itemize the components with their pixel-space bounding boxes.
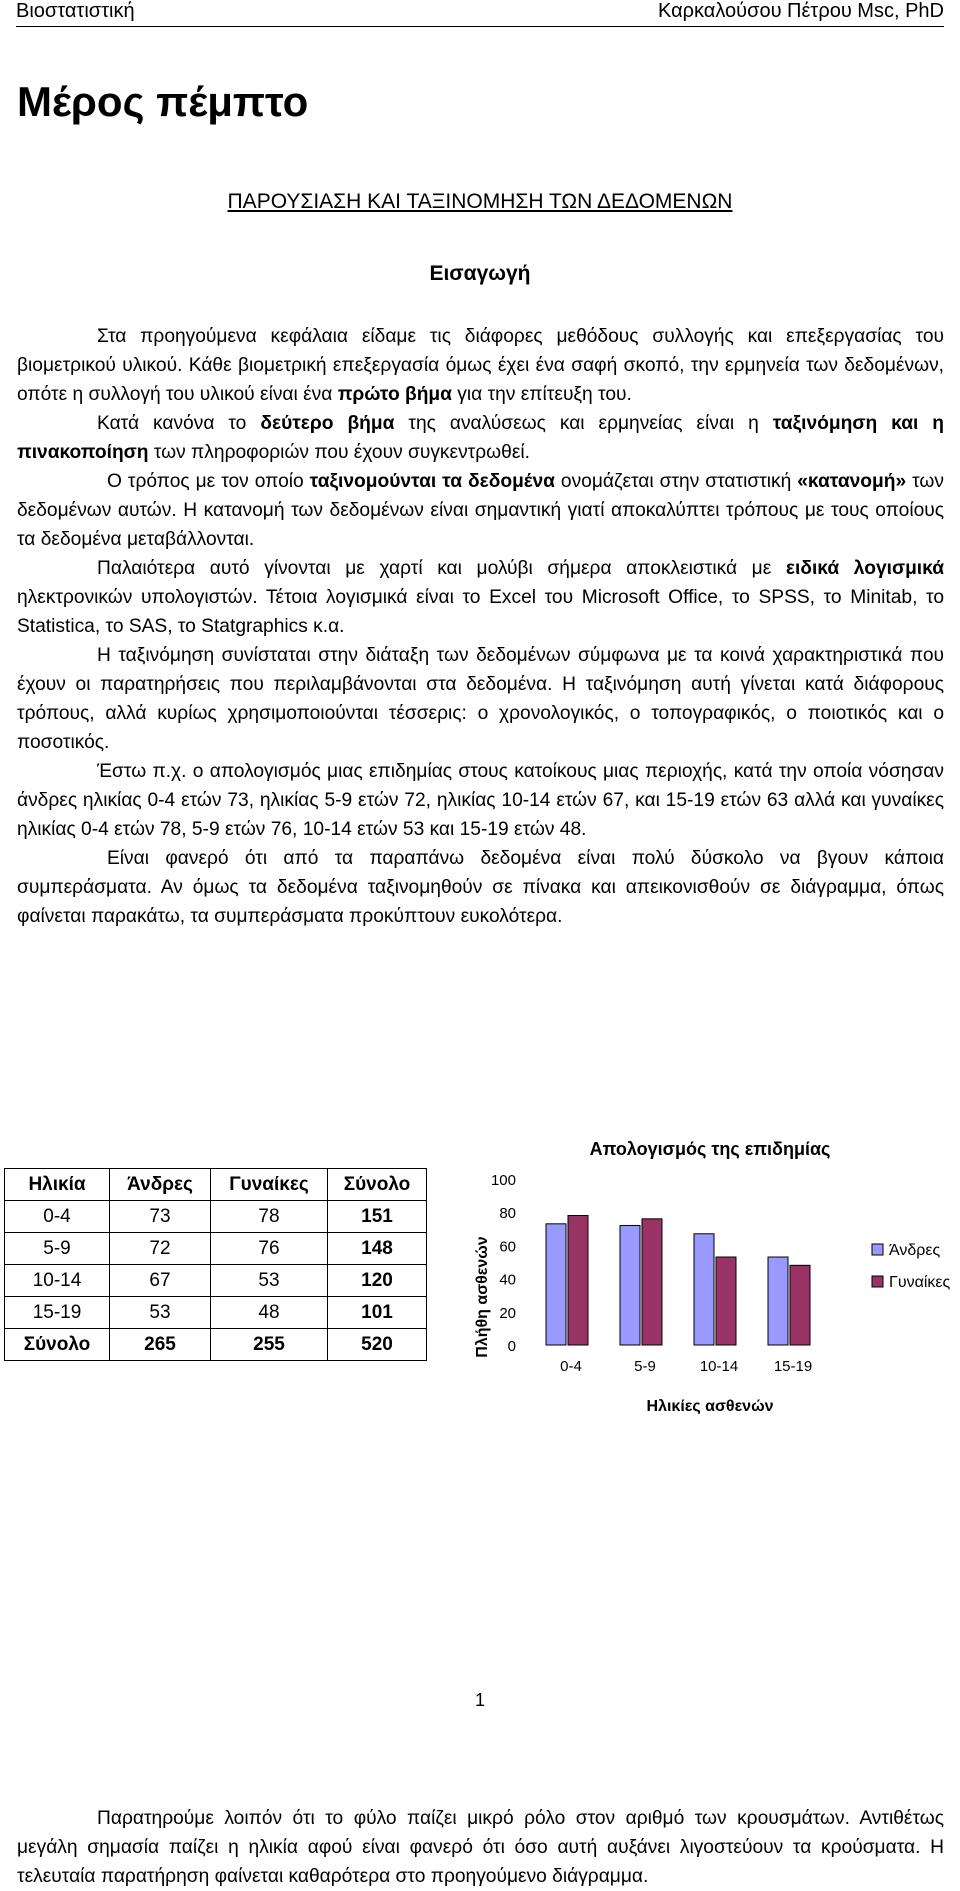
y-tick-label: 0 xyxy=(507,1338,516,1355)
paragraph-2: Κατά κανόνα το δεύτερο βήμα της αναλύσεως και ερμηνείας είναι η ταξινόμηση και η πινακοποίηση των πληροφοριών που έχουν συγκεντρωθεί. xyxy=(17,413,945,463)
bold-phrase: ταξινόμηση και η πινακοποίηση xyxy=(17,413,945,463)
y-tick-label: 20 xyxy=(499,1304,516,1322)
table-cell: 255 xyxy=(211,1329,328,1361)
table-header: Γυναίκες xyxy=(211,1169,328,1201)
table-cell: 67 xyxy=(110,1265,211,1297)
data-table xyxy=(4,1168,427,1361)
table-header-row xyxy=(5,1169,427,1201)
y-tick-label: 100 xyxy=(490,1172,516,1189)
table-row xyxy=(5,1233,427,1265)
paragraph-5: Η ταξινόμηση συνίσταται στην διάταξη των δεδομένων σύμφωνα με τα κοινά χαρακτηριστικά που έχουν οι παρατηρήσεις που περιλαμβάνονται στα δεδομένα. Η ταξινόμηση αυτή γίνεται κατά διάφορους τρόπους, αλλά κυρίως χρησιμοποιούνται τέσσερις: ο χρονολογικός, ο τοπογραφικός, ο ποιοτικός και ο ποσοτικός. xyxy=(17,645,944,753)
bar-women xyxy=(642,1219,662,1345)
y-tick-label: 80 xyxy=(499,1205,516,1223)
table-cell: 10-14 xyxy=(5,1265,110,1297)
closing-text xyxy=(17,1804,944,1891)
table-header: Σύνολο xyxy=(328,1169,427,1201)
bold-phrase: ταξινομούνται τα δεδομένα xyxy=(309,471,555,492)
table-cell: 151 xyxy=(328,1201,427,1233)
table-cell: 0-4 xyxy=(5,1201,110,1233)
table-header: Άνδρες xyxy=(110,1169,211,1201)
table-header: Ηλικία xyxy=(5,1169,110,1201)
legend-label: Άνδρες xyxy=(889,1242,941,1259)
bold-phrase: δεύτερο βήμα xyxy=(260,413,395,434)
x-tick-label: 15-19 xyxy=(773,1358,813,1375)
header-left: Βιοστατιστική xyxy=(16,0,135,22)
chart-title: Απολογισμός της επιδημίας xyxy=(589,1139,831,1159)
table-total-row xyxy=(5,1329,427,1361)
table-cell: 48 xyxy=(211,1297,328,1329)
header-right: Καρκαλούσου Πέτρου Msc, PhD xyxy=(657,0,944,22)
paragraph-4: Παλαιότερα αυτό γίνονται με χαρτί και μολύβι σήμερα αποκλειστικά με ειδικά λογισμικά ηλεκτρονικών υπολογιστών. Τέτοια λογισμικά είναι το Excel του Microsoft Office, το SPSS, το Minitab, το Statistica, το SAS, το Statgraphics κ.α. xyxy=(17,558,944,637)
table-row xyxy=(5,1265,427,1297)
bar-women xyxy=(716,1257,736,1345)
table-cell: 53 xyxy=(211,1265,328,1297)
bar-women xyxy=(568,1216,588,1345)
paragraph-1: Στα προηγούμενα κεφάλαια είδαμε τις διάφορες μεθόδους συλλογής και επεξεργασίας του βιομετρικού υλικού. Κάθε βιομετρική επεξεργασία όμως έχει ένα σαφή σκοπό, την ερμηνεία των δεδομένων, οπότε η συλλογή του υλικού είναι ένα πρώτο βήμα για την επίτευξη του. xyxy=(17,326,944,405)
legend-label: Γυναίκες xyxy=(889,1274,951,1291)
paragraph-6: Έστω π.χ. ο απολογισμός μιας επιδημίας στους κατοίκους μιας περιοχής, κατά την οποία νόσησαν άνδρες ηλικίας 0-4 ετών 73, ηλικίας 5-9 ετών 72, ηλικίας 10-14 ετών 67, και 15-19 ετών 63 αλλά και γυναίκες ηλικίας 0-4 ετών 78, 5-9 ετών 76, 10-14 ετών 53 και 15-19 ετών 48. xyxy=(17,761,944,840)
table-cell: 120 xyxy=(328,1265,427,1297)
chart-ylabel: Πλήθη ασθενών xyxy=(474,1236,491,1358)
bar-men xyxy=(620,1225,640,1345)
chart-xlabel: Ηλικίες ασθενών xyxy=(646,1398,774,1415)
bold-phrase: «κατανομή» xyxy=(797,471,907,492)
table-cell: 265 xyxy=(110,1329,211,1361)
legend-swatch xyxy=(872,1244,883,1255)
bold-phrase: ειδικά λογισμικά xyxy=(785,558,944,579)
legend-swatch xyxy=(872,1276,883,1287)
x-tick-label: 5-9 xyxy=(634,1358,656,1375)
x-tick-label: 10-14 xyxy=(699,1358,739,1375)
part-title: Μέρος πέμπτο xyxy=(17,78,309,125)
epidemic-bar-chart xyxy=(460,1125,960,1425)
table-cell: 5-9 xyxy=(5,1233,110,1265)
table-cell: 78 xyxy=(211,1201,328,1233)
paragraph-7: Είναι φανερό ότι από τα παραπάνω δεδομένα είναι πολύ δύσκολο να βγουν κάποια συμπεράσματα. Αν όμως τα δεδομένα ταξινομηθούν σε πίνακα και απεικονισθούν σε διάγραμμα, όπως φαίνεται παρακάτω, τα συμπεράσματα προκύπτουν ευκολότερα. xyxy=(17,848,944,927)
table-row xyxy=(5,1201,427,1233)
table-cell: 53 xyxy=(110,1297,211,1329)
table-cell: 73 xyxy=(110,1201,211,1233)
page-number: 1 xyxy=(474,1690,485,1710)
bar-men xyxy=(694,1234,714,1345)
table-row xyxy=(5,1297,427,1329)
body-text xyxy=(17,322,944,931)
section-title: ΠΑΡΟΥΣΙΑΣΗ ΚΑΙ ΤΑΞΙΝΟΜΗΣΗ ΤΩΝ ΔΕΔΟΜΕΝΩΝ xyxy=(227,190,733,213)
table-cell: Σύνολο xyxy=(5,1329,110,1361)
closing-paragraph: Παρατηρούμε λοιπόν ότι το φύλο παίζει μικρό ρόλο στον αριθμό των κρουσμάτων. Αντιθέτως μεγάλη σημασία παίζει η ηλικία αφού είναι φανερό ότι όσο αυτή αυξάνει λιγοστεύουν τα κρούσματα. Η τελευταία παρατήρηση φαίνεται καθαρότερα στο προηγούμενο διάγραμμα. xyxy=(17,1808,944,1887)
page-header xyxy=(16,0,944,27)
x-tick-label: 0-4 xyxy=(560,1358,582,1375)
table-cell: 148 xyxy=(328,1233,427,1265)
table-cell: 76 xyxy=(211,1233,328,1265)
bar-men xyxy=(768,1257,788,1345)
y-tick-label: 40 xyxy=(499,1271,516,1289)
paragraph-3: Ο τρόπος με τον οποίο ταξινομούνται τα δεδομένα ονομάζεται στην στατιστική «κατανομή» των δεδομένων αυτών. Η κατανομή των δεδομένων είναι σημαντική γιατί αποκαλύπτει τρόπους με τους οποίους τα δεδομένα μεταβάλλονται. xyxy=(17,471,944,550)
table-cell: 520 xyxy=(328,1329,427,1361)
bold-phrase: πρώτο βήμα xyxy=(337,384,452,405)
y-tick-label: 60 xyxy=(499,1238,516,1256)
table-cell: 101 xyxy=(328,1297,427,1329)
intro-heading: Εισαγωγή xyxy=(429,262,531,285)
bar-women xyxy=(790,1265,810,1345)
table-cell: 15-19 xyxy=(5,1297,110,1329)
bar-men xyxy=(546,1224,566,1345)
table-cell: 72 xyxy=(110,1233,211,1265)
